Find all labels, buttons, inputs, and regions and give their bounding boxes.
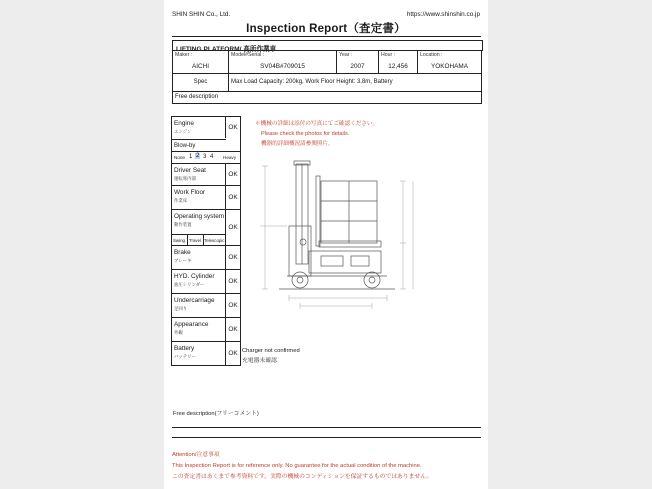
item-engine: [171, 116, 241, 152]
free-comment-label: Free description(フリーコメント): [173, 411, 259, 417]
item-result: OK: [225, 270, 240, 293]
item-undercarriage: [171, 294, 241, 318]
free-comment-line-2: [172, 437, 481, 438]
inspection-sheet: [164, 0, 488, 489]
item-name: HYD. Cylinder: [174, 273, 215, 280]
front-wheel: [292, 272, 308, 288]
operating-subitems: [172, 234, 226, 246]
item-result: OK: [225, 318, 240, 341]
item-operating-system: [171, 210, 241, 246]
report-title: Inspection Report（査定書）: [246, 23, 406, 35]
item-brake: [171, 246, 241, 270]
blowby-1: 1: [189, 154, 193, 160]
location-value: YOKOHAMA: [431, 63, 468, 70]
hour-cell: [379, 51, 418, 74]
item-name: Operating system: [174, 213, 225, 220]
item-result: OK: [225, 294, 240, 317]
item-result: OK: [225, 186, 240, 209]
charger-note-jp: 充電器未確認: [242, 358, 277, 364]
free-description-row: Free description: [173, 92, 482, 104]
item-name-jp: ブレーキ: [174, 258, 192, 263]
battery-note: [242, 346, 300, 366]
title-rule: [172, 36, 481, 37]
sub-divider: [187, 235, 188, 246]
blowby-heavy: Heavy: [223, 155, 237, 160]
item-name-jp: 動作装置: [174, 222, 192, 227]
item-name: Battery: [174, 345, 195, 352]
item-appearance: [171, 318, 241, 342]
hour-value: 12,456: [388, 63, 408, 70]
attention-heading: Attention/注意事項: [172, 452, 220, 458]
subitem-swing: Swing: [173, 238, 185, 243]
item-name: Engine: [174, 120, 194, 127]
company-name: SHIN SHIN Co., Ltd.: [172, 11, 231, 18]
item-name-jp: バッテリー: [174, 354, 196, 359]
note-cn: 機器的詳細概況請參閱照片。: [261, 141, 334, 147]
model-cell: [229, 51, 337, 74]
note-jp: ＊機械の詳細は添付の写真にてご確認ください。: [255, 121, 379, 127]
hour-label: Hour :: [381, 52, 396, 58]
subitem-travel: Travel: [189, 238, 202, 243]
blowby-none: None: [174, 155, 185, 160]
rear-wheel: [364, 272, 380, 288]
blowby-3: 3: [203, 154, 207, 160]
item-result: OK: [225, 117, 240, 138]
item-name: Appearance: [174, 321, 209, 328]
photo-notes: [255, 119, 378, 149]
blowby-4: 4: [210, 154, 214, 160]
note-en: Please check the photos for details.: [261, 131, 350, 137]
blowby-row: [172, 139, 226, 153]
blowby-label: Blow-by: [174, 143, 196, 149]
item-name: Work Floor: [174, 189, 206, 196]
item-name-jp: 外観: [174, 330, 183, 335]
item-name-jp: 足回り: [174, 306, 188, 311]
blowby-2-selected: 2: [196, 153, 200, 159]
attention-jp: この査定書はあくまで参考資料です。実際の機械のコンディションを保証するものではありません。: [172, 474, 433, 480]
item-result: OK: [225, 164, 240, 185]
item-name: Driver Seat: [174, 167, 206, 174]
attention-block: [172, 450, 432, 483]
year-label: Year :: [339, 52, 353, 58]
item-name-jp: 作業床: [174, 198, 188, 203]
blowby-scale: [171, 152, 241, 164]
item-name-jp: 運転席内部: [174, 176, 196, 181]
item-work-floor: [171, 186, 241, 210]
maker-cell: [173, 51, 229, 74]
item-name: Brake: [174, 249, 191, 256]
item-result: OK: [225, 246, 240, 269]
spec-value: Max Load Capacity: 200kg, Work Floor Height: 3.8m, Battery: [229, 74, 482, 92]
location-cell: [418, 51, 482, 74]
item-driver-seat: [171, 164, 241, 186]
item-result: OK: [225, 210, 240, 245]
model-value: SV04B#709015: [260, 63, 305, 70]
maker-label: Maker :: [175, 52, 193, 58]
item-name-jp: エンジン: [174, 129, 192, 134]
subitem-telescopic: Telescopic: [204, 238, 225, 243]
model-label: Model#Serial :: [231, 52, 265, 58]
year-cell: [337, 51, 379, 74]
item-hyd-cylinder: [171, 270, 241, 294]
free-comment-line-1: [172, 427, 481, 428]
category-label: LIFTING PLATFORM/ 高所作業車: [176, 46, 277, 53]
machine-info-table: [172, 50, 482, 104]
item-name: Undercarriage: [174, 297, 215, 304]
location-label: Location :: [420, 52, 443, 58]
charger-note-en: Charger not confirmed: [242, 348, 300, 354]
attention-en: This Inspection Report is for reference only. No guarantee for the actual condition of the machine.: [172, 463, 422, 469]
year-value: 2007: [350, 63, 365, 70]
company-url[interactable]: https://www.shinshin.co.jp: [406, 11, 480, 18]
item-name-jp: 油圧シリンダー: [174, 282, 205, 287]
item-battery: [171, 342, 241, 366]
item-result: OK: [225, 342, 240, 365]
spec-label: Spec: [173, 74, 229, 92]
machine-drawing: [259, 156, 419, 314]
chassis: [309, 251, 381, 273]
maker-value: AICHI: [191, 63, 210, 70]
